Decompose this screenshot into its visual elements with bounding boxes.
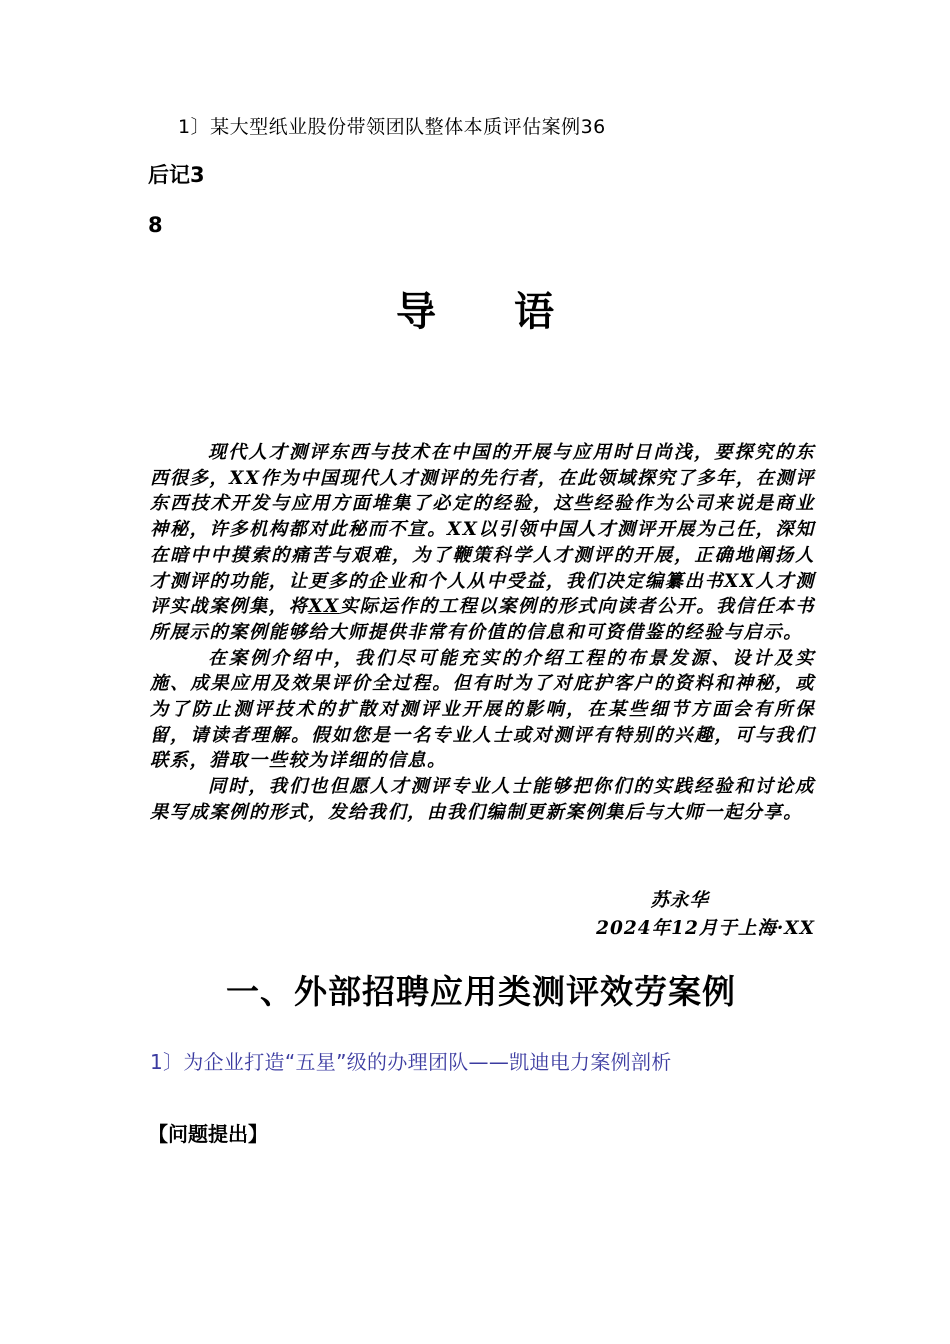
signature-date: 2024年12月于上海·XX: [596, 918, 815, 939]
intro-paragraph-1-underlined: XX: [308, 596, 340, 618]
intro-title: 导 语: [396, 289, 586, 335]
signature-name: 苏永华: [650, 890, 709, 911]
toc-entry: 1〕某大型纸业股份带领团队整体本质评估案例36: [178, 116, 606, 138]
intro-paragraph-3: 同时，我们也但愿人才测评专业人士能够把你们的实践经验和讨论成果写成案例的形式，发给我们，由我们编制更新案例集后与大师一起分享。: [150, 776, 815, 823]
intro-paragraph-2: 在案例介绍中，我们尽可能充实的介绍工程的布景发源、设计及实施、成果应用及效果评价全过程。但有时为了对庇护客户的资料和神秘，或为了防止测评技术的扩散对测评业开展的影响，在某些细节方面会有所保留，请读者理解。假如您是一名专业人士或对测评有特别的兴趣，可与我们联系，猎取一些较为详细的信息。: [150, 647, 815, 772]
intro-body: [150, 440, 815, 826]
toc-afterword: [148, 150, 228, 250]
intro-paragraph-1-part-a: 现代人才测评东西与技术在中国的开展与应用时日尚浅，要探究的东西很多，XX作为中国现代人才测评的先行者，在此领域探究了多年，在测评东西技术开发与应用方面堆集了必定的经验，这些经验作为公司来说是商业神秘，许多机构都对此秘而不宣。XX以引领中国人才测评开展为己任，深知在暗中中摸索的痛苦与艰难，为了鞭策科学人才测评的开展，正确地阐扬人才测评的功能，让更多的企业和个人从中受益，我们决定编纂出书XX人才测评实战案例集，将: [150, 442, 815, 618]
section-heading: 一、外部招聘应用类测评效劳案例: [226, 972, 736, 1011]
case-title: 1〕为企业打造“五星”级的办理团队——凯迪电力案例剖析: [150, 1050, 672, 1074]
intro-paragraph-1-part-b: 实际运作的工程以案例的形式向读者公开。我信任本书所展示的案例能够给大师提供非常有价值的信息和可资借鉴的经验与启示。: [150, 596, 815, 643]
problem-heading: 【问题提出】: [148, 1122, 268, 1146]
intro-paragraph-1: [150, 440, 815, 646]
toc-afterword-line-1: 后记3: [148, 163, 205, 187]
intro-signature: [596, 887, 815, 943]
toc-afterword-line-2: 8: [148, 213, 163, 237]
